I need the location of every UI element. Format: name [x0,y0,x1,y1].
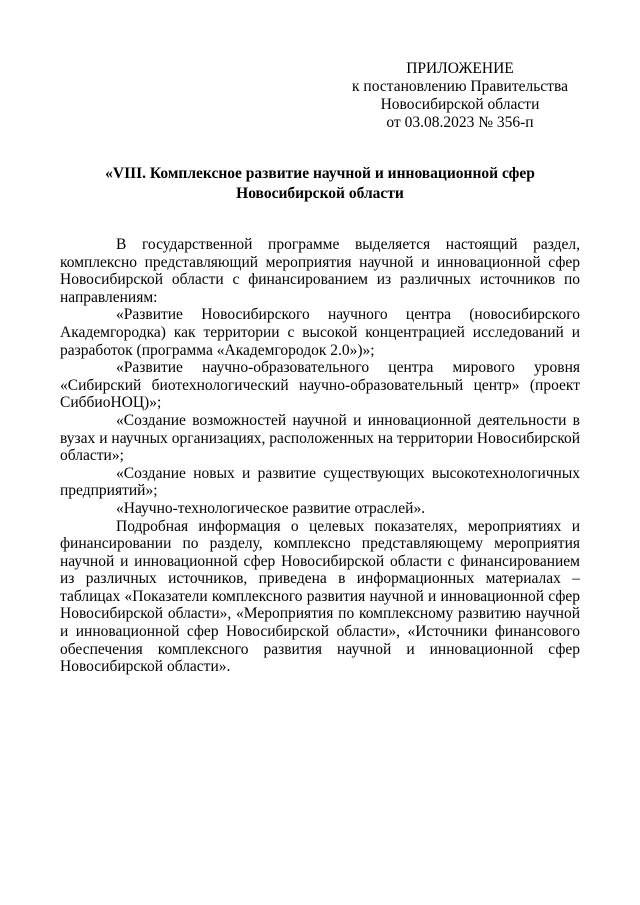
appendix-region: Новосибирской области [380,96,540,113]
intro-paragraph: В государственной программе выделяется настоящий раздел, комплексно представляющий мероприятия научной и инновационной сфер Новосибирской области с финансированием из различных источников по направлениям: [60,236,580,306]
appendix-date-number: от 03.08.2023 № 356-п [386,114,534,131]
section-title-line-2: Новосибирской области [236,185,404,202]
appendix-resolution: к постановлению Правительства [352,78,568,95]
document-body [60,236,580,676]
section-title [60,164,580,204]
direction-item-akademgorodok: «Развитие Новосибирского научного центра (новосибирского Академгородка) как территории с высокой концентрацией исследований и разработок (программа «Академгородок 2.0»)»; [60,306,580,359]
direction-item-enterprises: «Создание новых и развитие существующих высокотехнологичных предприятий»; [60,464,580,500]
appendix-block [340,60,580,132]
direction-item-sibbionoc: «Развитие научно-образовательного центра мирового уровня «Сибирский биотехнологический научно-образовательный центр» (проект СиббиоНОЦ)»; [60,359,580,412]
section-title-line-1: «VIII. Комплексное развитие научной и инновационной сфер [105,165,535,182]
direction-item-universities: «Создание возможностей научной и инновационной деятельности в вузах и научных организациях, расположенных на территории Новосибирской области»; [60,411,580,465]
details-paragraph: Подробная информация о целевых показателях, мероприятиях и финансировании по разделу, комплексно представляющему мероприятия научной и инновационной сфер Новосибирской области с финансированием из различных источников, приведена в информационных материалах – таблицах «Показатели комплексного развития научной и инновационной сфер Новосибирской области», «Мероприятия по комплексному развитию научной и инновационной сфер Новосибирской области», «Источники финансового обеспечения комплексного развития научной и инновационной сфер Новосибирской области». [60,517,580,676]
direction-item-industries: «Научно-технологическое развитие отраслей». [116,499,426,517]
appendix-label: ПРИЛОЖЕНИЕ [406,60,514,77]
